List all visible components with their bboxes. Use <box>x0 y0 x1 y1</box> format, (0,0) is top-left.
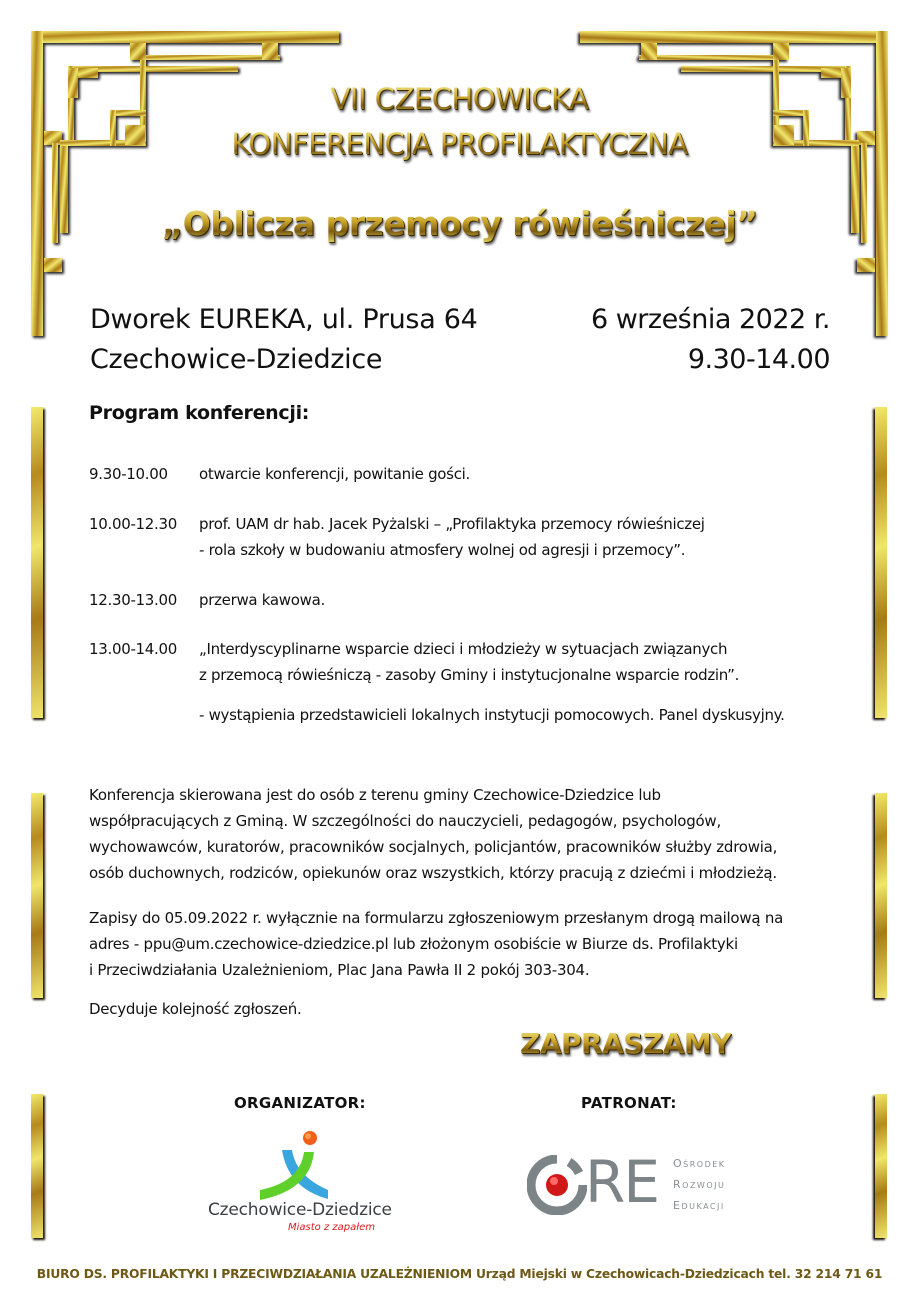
ore-line: Edukacji <box>673 1199 725 1212</box>
ore-line: Rozwoju <box>673 1178 726 1191</box>
gold-bar-left-2 <box>31 793 43 998</box>
gold-bar-right-3 <box>875 1094 887 1238</box>
gold-bar-left-1 <box>31 407 43 718</box>
ore-line: Ośrodek <box>673 1157 726 1170</box>
conference-subtitle: „Oblicza przemocy rówieśniczej” <box>0 204 919 243</box>
organizer-logo-tagline: Miasto z zapałem <box>288 1222 376 1233</box>
ore-logo-letters <box>585 1149 658 1215</box>
gold-bar-right-2 <box>875 793 887 998</box>
registration-line: i Przeciwdziałania Uzależnieniom, Plac Jana Pawła II 2 pokój 303-304. <box>89 961 590 979</box>
footer-contact <box>0 1267 919 1281</box>
audience-line: osób duchownych, rodziców, opiekunów oraz wszystkich, którzy pracują z dziećmi i młodzieżą. <box>89 864 777 882</box>
gold-bar-left-3 <box>31 1094 43 1238</box>
registration-line: adres - ppu@um.czechowice-dziedzice.pl lub złożonym osobiście w Biurze ds. Profilaktyki <box>89 935 738 953</box>
program-item-time: 10.00-12.30 <box>89 515 177 533</box>
corner-ornament-top-left-icon <box>0 0 360 345</box>
ore-letter-r: R <box>585 1148 624 1216</box>
footer-office-contact: Urząd Miejski w Czechowicach-Dziedzicach tel. 32 214 71 61 <box>471 1267 883 1281</box>
audience-line: współpracujących z Gminą. W szczególności do nauczycieli, pedagogów, psychologów, <box>89 812 721 830</box>
program-item-desc: z przemocą rówieśniczą - zasoby Gminy i instytucjonalne wsparcie rodzin”. <box>199 666 740 684</box>
footer-office-name: BIURO DS. PROFILAKTYKI I PRZECIWDZIAŁANIA UZALEŻNIENIOM <box>36 1267 472 1281</box>
order-note: Decyduje kolejność zgłoszeń. <box>89 1000 302 1018</box>
program-item-time: 9.30-10.00 <box>89 465 168 483</box>
program-item-desc: prof. UAM dr hab. Jacek Pyżalski – „Profilaktyka przemocy rówieśniczej <box>199 515 705 533</box>
program-item-desc: otwarcie konferencji, powitanie gości. <box>199 465 470 483</box>
ore-logo-icon <box>527 1155 587 1215</box>
venue-city: Czechowice-Dziedzice <box>90 344 383 375</box>
ore-letter-e: E <box>623 1148 658 1216</box>
conference-title-line2: KONFERENCJA PROFILAKTYCZNA <box>0 127 919 161</box>
organizer-logo <box>200 1128 390 1238</box>
audience-line: Konferencja skierowana jest do osób z terenu gminy Czechowice-Dziedzice lub <box>89 786 661 804</box>
audience-paragraph <box>89 782 839 886</box>
corner-ornament-top-right-icon <box>559 0 919 345</box>
ore-logo-text <box>673 1153 726 1216</box>
venue-block <box>90 300 478 380</box>
czechowice-logo-icon <box>200 1128 390 1208</box>
conference-title-line1: VII CZECHOWICKA <box>0 82 919 116</box>
invitation-text: ZAPRASZAMY <box>520 1027 732 1060</box>
program-item-desc: - rola szkoły w budowaniu atmosfery wolnej od agresji i przemocy”. <box>199 541 686 559</box>
patron-logo <box>527 1148 757 1216</box>
event-date: 6 września 2022 r. <box>590 304 830 335</box>
organizer-logo-name: Czechowice-Dziedzice <box>208 1200 392 1220</box>
program-item-time: 13.00-14.00 <box>89 640 177 658</box>
program-item-desc: - wystąpienia przedstawicieli lokalnych instytucji pomocowych. Panel dyskusyjny. <box>199 706 785 724</box>
program-item-time: 12.30-13.00 <box>89 591 177 609</box>
registration-paragraph <box>89 905 839 983</box>
registration-line: Zapisy do 05.09.2022 r. wyłącznie na formularzu zgłoszeniowym przesłanym drogą mailową na <box>89 909 784 927</box>
venue-address: Dworek EUREKA, ul. Prusa 64 <box>90 304 478 335</box>
date-block <box>591 300 830 380</box>
gold-bar-right-1 <box>875 407 887 718</box>
program-title: Program konferencji: <box>89 402 310 424</box>
program-item-desc: przerwa kawowa. <box>199 591 325 609</box>
event-hours: 9.30-14.00 <box>687 344 830 375</box>
organizer-label: ORGANIZATOR: <box>234 1094 366 1112</box>
program-item-desc: „Interdyscyplinarne wsparcie dzieci i młodzieży w sytuacjach związanych <box>199 640 728 658</box>
audience-line: wychowawców, kuratorów, pracowników socjalnych, policjantów, pracowników służby zdrowia, <box>89 838 778 856</box>
patron-label: PATRONAT: <box>581 1094 677 1112</box>
